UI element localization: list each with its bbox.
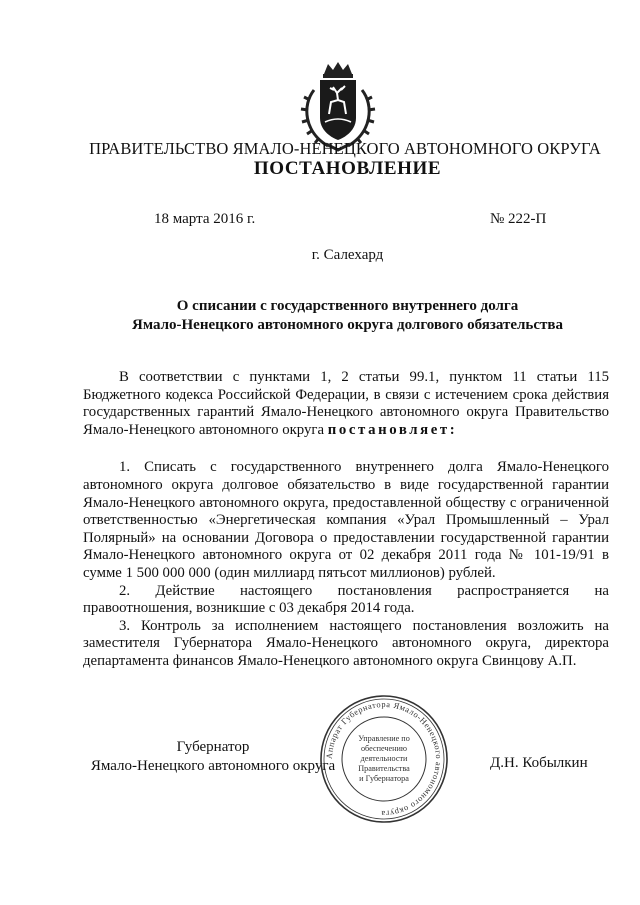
signatory-name: Д.Н. Кобылкин bbox=[490, 755, 588, 771]
document-body bbox=[83, 369, 609, 671]
document-subject bbox=[0, 297, 640, 334]
decree-item-2: 2. Действие настоящего постановления распространяется на правоотношения, возникшие с 03 декабря 2014 года. bbox=[83, 582, 609, 617]
decree-word: постановляет: bbox=[327, 421, 458, 438]
stamp-center-line-3: деятельности bbox=[360, 754, 408, 763]
stamp-ring-text: Аппарат Губернатора Ямало-Ненецкого автономного округа bbox=[324, 699, 444, 819]
stamp-center-line-2: обеспечению bbox=[360, 744, 408, 753]
decree-item-3: 3. Контроль за исполнением настоящего постановления возложить на заместителя Губернатора Ямало-Ненецкого автономного округа, директора департамента финансов Ямало-Ненецкого автономного округа Свинцову А.П. bbox=[83, 617, 609, 669]
stamp-center-line-5: и Губернатора bbox=[359, 774, 409, 783]
signatory-title-line-2: Ямало-Ненецкого автономного округа bbox=[90, 758, 336, 774]
document-date: 18 марта 2016 г. bbox=[154, 211, 256, 227]
preamble-text: В соответствии с пунктами 1, 2 статьи 99.1, пунктом 11 статьи 115 Бюджетного кодекса Российской Федерации, в связи с истечением срока действия государственных гарантий Ямало-Ненецкого автономного округа Правительство Ямало-Ненецкого автономного округа bbox=[83, 369, 609, 438]
signatory-title bbox=[83, 738, 343, 776]
decree-item-1: 1. Списать с государственного внутреннего долга Ямало-Ненецкого автономного округа долговое обязательство в виде государственной гарантии Ямало-Ненецкого автономного округа, предоставленной обществу с ограниченной ответственностью «Энергетическая компания «Урал Промышленный – Урал Полярный» на основании Договора о предоставлении государственной гарантии Ямало-Ненецкого автономного округа от 02 декабря 2011 года № 101-19/91 в сумме 1 500 000 000 (один миллиард пятьсот миллионов) рублей. bbox=[83, 459, 609, 581]
document-city: г. Салехард bbox=[311, 247, 384, 263]
stamp-center-line-1: Управление по bbox=[358, 734, 410, 743]
document-number: № 222-П bbox=[490, 211, 547, 227]
subject-line-2: Ямало-Ненецкого автономного округа долгового обязательства bbox=[132, 316, 563, 333]
government-name: ПРАВИТЕЛЬСТВО ЯМАЛО-НЕНЕЦКОГО АВТОНОМНОГО ОКРУГА bbox=[89, 139, 601, 158]
official-stamp bbox=[318, 693, 450, 825]
preamble-paragraph bbox=[83, 369, 609, 439]
document-type-title: ПОСТАНОВЛЕНИЕ bbox=[253, 158, 442, 179]
subject-line-1: О списании с государственного внутреннего долга bbox=[176, 298, 519, 314]
signatory-title-line-1: Губернатор bbox=[176, 739, 250, 755]
stamp-center-line-4: Правительства bbox=[358, 764, 410, 773]
